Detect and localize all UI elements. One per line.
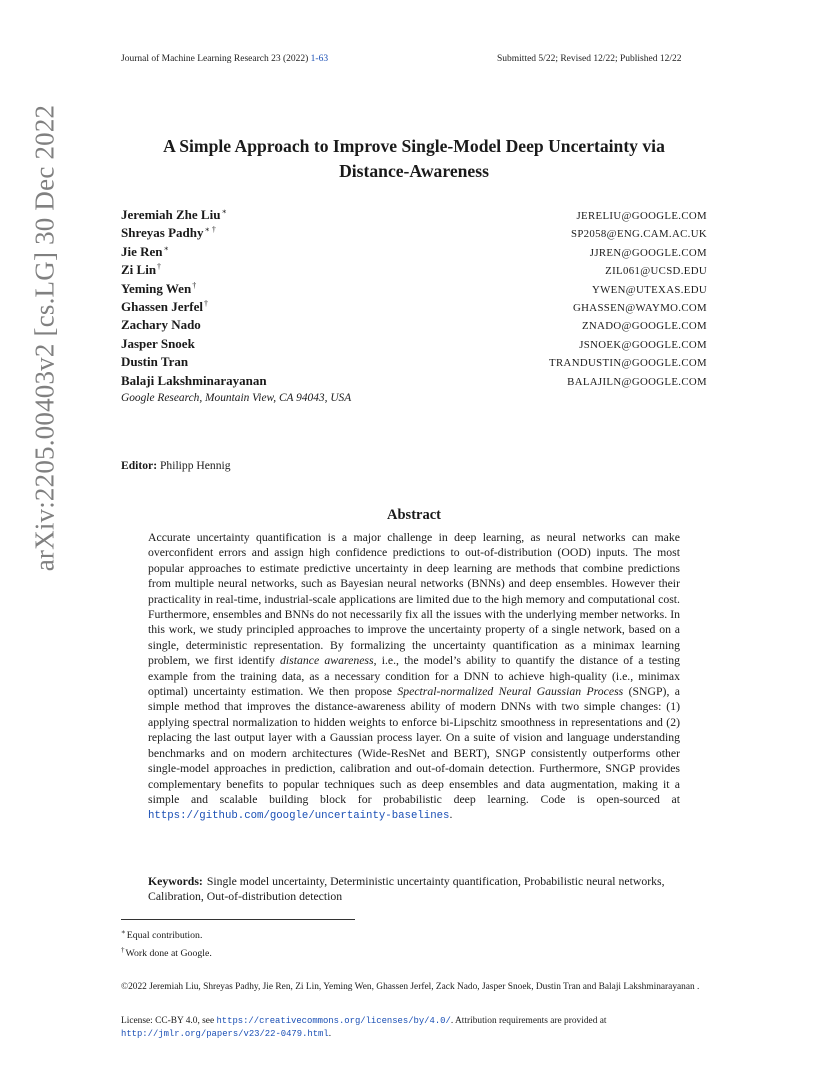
author-email[interactable]: JSNOEK@GOOGLE.COM (579, 338, 707, 351)
author-name: Balaji Lakshminarayanan (121, 372, 267, 388)
author-marks: ∗ (221, 207, 227, 216)
jmlr-url-link[interactable]: http://jmlr.org/papers/v23/22-0479.html (121, 1029, 329, 1039)
author-name: Jie Ren∗ (121, 243, 169, 259)
author-row (121, 354, 707, 372)
author-row (121, 336, 707, 354)
author-email[interactable]: JERELIU@GOOGLE.COM (576, 210, 707, 222)
author-marks: ∗ (163, 243, 169, 253)
author-name: Jeremiah Zhe Liu∗ (121, 207, 227, 222)
author-email[interactable]: BALAJILN@GOOGLE.COM (567, 375, 707, 388)
author-email[interactable]: GHASSEN@WAYMO.COM (573, 301, 707, 314)
abstract-body: Accurate uncertainty quantification is a major challenge in deep learning, as neural networks can make overconfident errors and assign high confidence predictions to out-of-distribution (OOD) inputs. The most popular approaches to estimate predictive uncertainty in deep learning are methods that combine predictions from multiple neural networks, such as Bayesian neural networks (BNNs) and deep ensembles. However their practicality in real-time, industrial-scale applications are limited due to the high memory and computational cost. Furthermore, ensembles and BNNs do not necessarily fix all the issues with the underlying member networks. In this work, we study principled approaches to improve the uncertainty property of a single network, based on a single, deterministic representation. By formalizing the uncertainty quantification as a minimax learning problem, we first identify distance awareness, i.e., the model’s ability to quantify the distance of a testing example from the training data, as a necessary condition for a DNN to achieve high-quality (i.e., minimax optimal) uncertainty estimation. We then propose Spectral-normalized Neural Gaussian Process (SNGP), a simple method that improves the distance-awareness ability of modern DNNs with two simple changes: (1) applying spectral normalization to hidden weights to enforce bi-Lipschitz smoothness in representations and (2) replacing the last output layer with a Gaussian process layer. On a suite of vision and language understanding benchmarks and on modern architectures (Wide-ResNet and BERT), SNGP consistently outperforms other single-model approaches in prediction, calibration and out-of-domain detection. Furthermore, SNGP provides complementary benefits to popular techniques such as deep ensembles and data augmentation, making it a simple and scalable building block for probabilistic deep learning. Code is open-sourced at https://github.com/google/uncertainty-baselines. (148, 531, 680, 823)
editor-line (121, 459, 231, 472)
author-name: Yeming Wen† (121, 280, 197, 296)
journal-header (121, 54, 328, 64)
code-url-link[interactable]: https://github.com/google/uncertainty-baselines (148, 810, 450, 823)
editor-name: Philipp Hennig (159, 459, 231, 472)
license-url-link[interactable]: https://creativecommons.org/licenses/by/4.0/ (216, 1016, 451, 1026)
copyright-notice: ©2022 Jeremiah Liu, Shreyas Padhy, Jie Ren, Zi Lin, Yeming Wen, Ghassen Jerfel, Zack Nado, Jasper Snoek, Dustin Tran and Balaji Lakshminarayanan . (121, 982, 700, 992)
emphasis-distance-awareness: distance awareness (280, 654, 374, 668)
affiliation: Google Research, Mountain View, CA 94043, USA (121, 392, 352, 404)
emphasis-sngp: Spectral-normalized Neural Gaussian Process (397, 685, 624, 699)
author-email[interactable]: ZIL061@UCSD.EDU (605, 265, 707, 278)
license-notice: License: CC-BY 4.0, see https://creativecommons.org/licenses/by/4.0/. Attribution requirements are provided at http://jmlr.org/papers/v23/22-0479.html. (121, 1016, 607, 1039)
footnotes (121, 925, 212, 961)
author-name: Zachary Nado (121, 317, 201, 333)
paper-title (121, 134, 707, 184)
editor-label: Editor: (121, 459, 158, 472)
keywords-text: Single model uncertainty, Deterministic uncertainty quantification, Probabilistic neural networks, Calibration, Out-of-distribution detection (148, 875, 665, 904)
author-email[interactable]: JJREN@GOOGLE.COM (589, 246, 707, 259)
author-row (121, 317, 707, 335)
keywords (148, 874, 680, 905)
author-email[interactable]: TRANDUSTIN@GOOGLE.COM (549, 357, 707, 370)
author-name: Ghassen Jerfel† (121, 298, 208, 314)
abstract-heading: Abstract (387, 507, 441, 523)
author-email[interactable]: SP2058@ENG.CAM.AC.UK (570, 228, 707, 241)
author-marks: † (203, 298, 208, 308)
author-row (121, 262, 707, 280)
pages-link[interactable]: 1-63 (310, 54, 329, 64)
arxiv-identifier: arXiv:2205.00403v2 [cs.LG] 30 Dec 2022 (29, 104, 60, 572)
author-row (121, 299, 707, 317)
journal-name: Journal of Machine Learning Research 23 (2022) (121, 54, 309, 64)
keywords-label: Keywords: (148, 875, 203, 888)
footnote: †Work done at Google. (121, 946, 212, 959)
author-name: Shreyas Padhy∗ † (121, 225, 216, 241)
footnote: ∗Equal contribution. (121, 928, 203, 941)
author-name: Zi Lin† (121, 262, 162, 278)
author-marks: † (157, 262, 162, 272)
author-row (121, 373, 707, 391)
author-row (121, 207, 707, 225)
author-email[interactable]: YWEN@UTEXAS.EDU (591, 283, 707, 296)
author-email[interactable]: ZNADO@GOOGLE.COM (581, 320, 707, 333)
author-list (121, 207, 707, 391)
author-name: Dustin Tran (121, 354, 189, 370)
author-marks: ∗ † (204, 225, 216, 235)
author-row (121, 244, 707, 262)
submission-dates: Submitted 5/22; Revised 12/22; Published 12/22 (497, 54, 682, 64)
author-row (121, 281, 707, 299)
author-name: Jasper Snoek (121, 335, 195, 351)
author-marks: † (192, 280, 197, 290)
author-row (121, 225, 707, 243)
footnote-divider (121, 919, 355, 920)
title-line-1: A Simple Approach to Improve Single-Model Deep Uncertainty via (163, 136, 665, 156)
title-line-2: Distance-Awareness (339, 161, 489, 181)
